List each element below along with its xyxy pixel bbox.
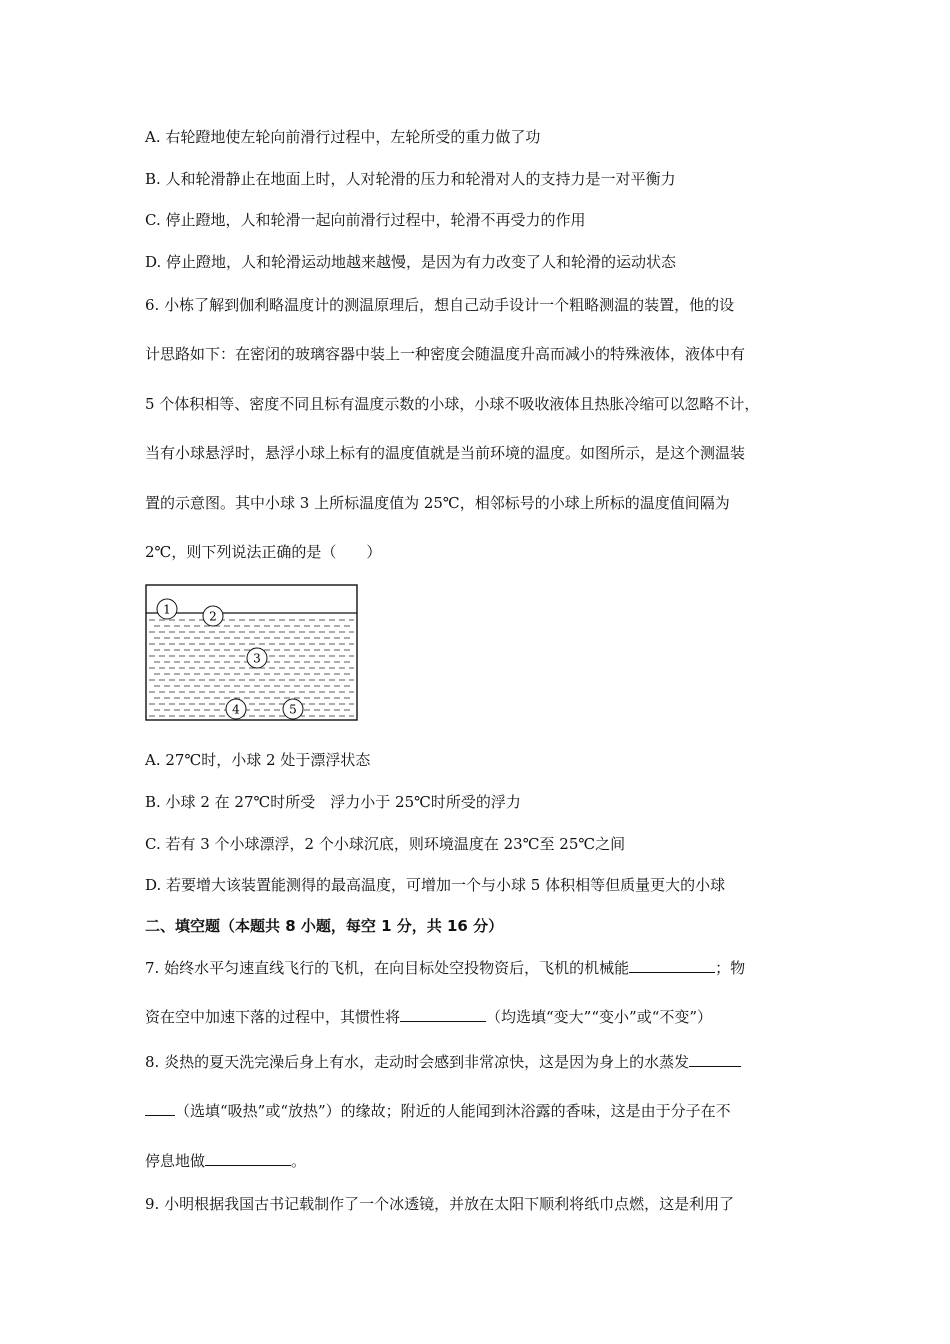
q8-text: 8. 炎热的夏天洗完澡后身上有水，走动时会感到非常凉快，这是因为身上的水蒸发: [145, 1053, 690, 1071]
q6-stem-line: 计思路如下：在密闭的玻璃容器中装上一种密度会随温度升高而减小的特殊液体，液体中有: [145, 345, 746, 363]
ball-3-label: 3: [253, 651, 261, 666]
q7-line-1: [145, 958, 745, 978]
q6-option-b: B. 小球 2 在 27℃时所受 浮力小于 25℃时所受的浮力: [145, 793, 521, 811]
q7-text: ；物: [715, 959, 746, 977]
answer-blank[interactable]: [205, 1151, 291, 1166]
answer-blank[interactable]: [145, 1101, 175, 1116]
q7-text: 7. 始终水平匀速直线飞行的飞机，在向目标处空投物资后，飞机的机械能: [145, 959, 630, 977]
q7-line-2: [145, 1007, 712, 1027]
q5-option-b: B. 人和轮滑静止在地面上时，人对轮滑的压力和轮滑对人的支持力是一对平衡力: [145, 170, 676, 188]
q8-line-3: [145, 1151, 306, 1171]
q8-text: （选填“吸热”或“放热”）的缘故；附近的人能闻到沐浴露的香味，这是由于分子在不: [175, 1102, 731, 1120]
q6-stem-line: 6. 小栋了解到伽利略温度计的测温原理后，想自己动手设计一个粗略测温的装置，他的设: [145, 296, 735, 314]
q9-line-1: 9. 小明根据我国古书记载制作了一个冰透镜，并放在太阳下顺利将纸巾点燃，这是利用了: [145, 1195, 735, 1213]
q8-text: 停息地做: [145, 1152, 206, 1170]
ball-4: [226, 699, 246, 719]
q8-line-1: [145, 1052, 741, 1072]
q5-option-c: C. 停止蹬地，人和轮滑一起向前滑行过程中，轮滑不再受力的作用: [145, 211, 586, 229]
q6-stem-line: 置的示意图。其中小球 3 上所标温度值为 25℃，相邻标号的小球上所标的温度值间隔为: [145, 494, 730, 512]
q6-stem-line: 2℃，则下列说法正确的是（ ）: [145, 543, 382, 561]
q8-line-2: [145, 1101, 731, 1121]
q6-option-a: A. 27℃时，小球 2 处于漂浮状态: [145, 751, 371, 769]
q5-option-d: D. 停止蹬地，人和轮滑运动地越来越慢，是因为有力改变了人和轮滑的运动状态: [145, 253, 677, 271]
ball-1-label: 1: [163, 602, 171, 617]
thermometer-container-diagram: [145, 584, 359, 722]
q7-text: （均选填“变大”“变小”或“不变”）: [486, 1008, 713, 1026]
q6-stem-line: 当有小球悬浮时，悬浮小球上标有的温度值就是当前环境的温度。如图所示，是这个测温装: [145, 444, 746, 462]
answer-blank[interactable]: [629, 958, 715, 973]
ball-4-label: 4: [232, 702, 240, 717]
answer-blank[interactable]: [400, 1007, 486, 1022]
liquid-dashes: [149, 620, 354, 716]
q5-option-a: A. 右轮蹬地使左轮向前滑行过程中，左轮所受的重力做了功: [145, 128, 541, 146]
ball-3: [247, 648, 267, 668]
ball-1: [157, 599, 177, 619]
answer-blank[interactable]: [689, 1052, 741, 1067]
ball-5: [283, 699, 303, 719]
section-heading: 二、填空题（本题共 8 小题，每空 1 分，共 16 分）: [145, 917, 504, 935]
q6-option-c: C. 若有 3 个小球漂浮，2 个小球沉底，则环境温度在 23℃至 25℃之间: [145, 835, 626, 853]
q7-text: 资在空中加速下落的过程中，其惯性将: [145, 1008, 401, 1026]
q8-text: 。: [291, 1152, 307, 1170]
q6-option-d: D. 若要增大该装置能测得的最高温度，可增加一个与小球 5 体积相等但质量更大的小球: [145, 876, 726, 894]
ball-2-label: 2: [209, 609, 217, 624]
q6-stem-line: 5 个体积相等、密度不同且标有温度示数的小球，小球不吸收液体且热胀冷缩可以忽略不计，: [145, 395, 760, 413]
ball-2: [203, 606, 223, 626]
ball-5-label: 5: [289, 702, 297, 717]
